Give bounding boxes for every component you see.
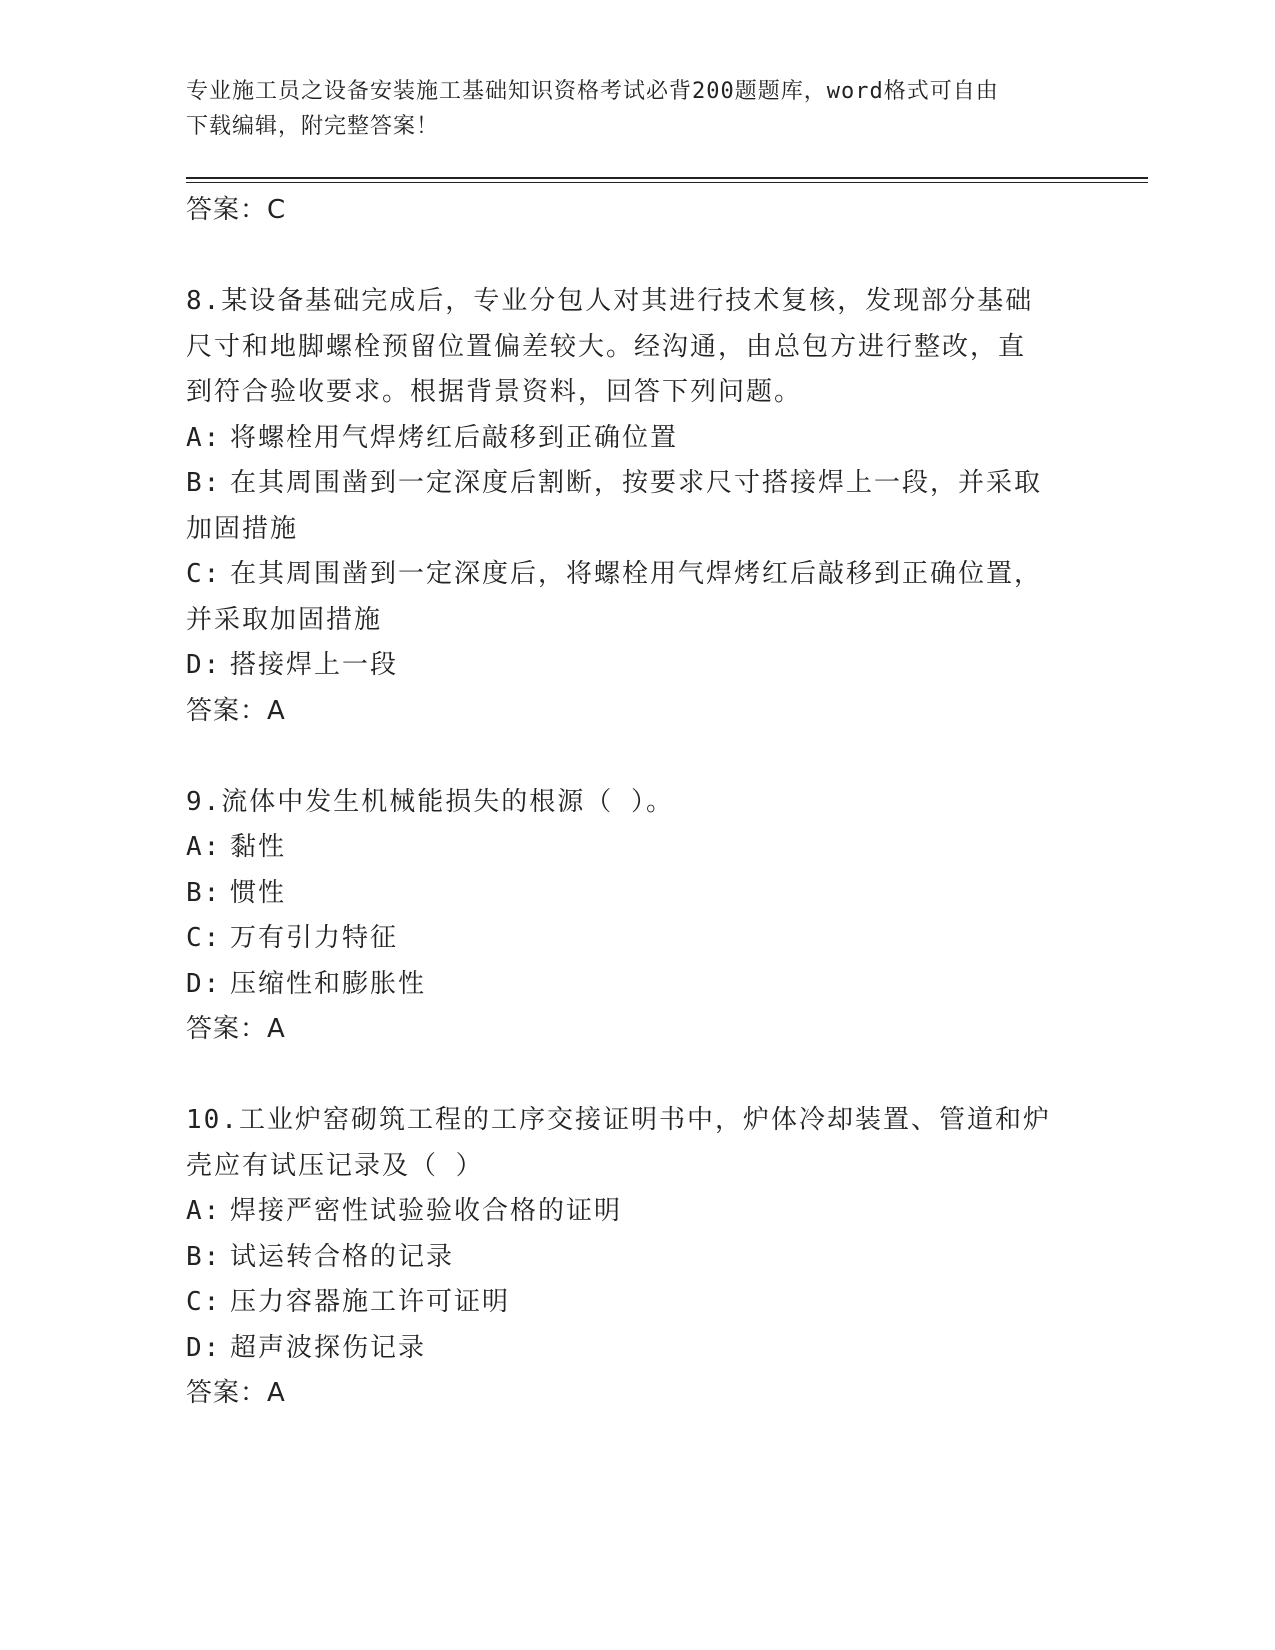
option-letter: B: xyxy=(186,1241,222,1272)
option-letter: C: xyxy=(186,923,222,953)
option-c-continued: 并采取加固措施 xyxy=(186,604,383,635)
question-stem: 到符合验收要求。根据背景资料，回答下列问题。 xyxy=(186,377,803,407)
option-letter: D: xyxy=(186,968,222,999)
answer: 答案：A xyxy=(186,1014,286,1044)
option-b xyxy=(186,1235,1086,1281)
answer: 答案：A xyxy=(186,1378,286,1408)
option-letter: D: xyxy=(186,650,222,680)
question-list xyxy=(186,188,1086,1417)
option-d xyxy=(186,1326,1086,1372)
option-letter: A: xyxy=(186,1196,222,1226)
option-text: 在其周围凿到一定深度后割断，按要求尺寸搭接焊上一段，并采取 xyxy=(230,468,1043,498)
header-line: 专业施工员之设备安装施工基础知识资格考试必背200题题库，word格式可自由 xyxy=(186,79,999,104)
option-text: 超声波探伤记录 xyxy=(230,1332,427,1363)
option-text: 惯性 xyxy=(230,877,287,908)
option-text: 压力容器施工许可证明 xyxy=(230,1287,511,1317)
question-8 xyxy=(186,279,1086,734)
option-a xyxy=(186,416,1086,462)
option-c xyxy=(186,552,1086,598)
option-b xyxy=(186,871,1086,917)
spacer xyxy=(186,1053,1086,1099)
option-letter: B: xyxy=(186,877,222,908)
option-letter: D: xyxy=(186,1332,222,1363)
option-text: 焊接严密性试验验收合格的证明 xyxy=(230,1196,623,1226)
option-letter: C: xyxy=(186,1287,222,1317)
option-letter: A: xyxy=(186,422,222,453)
option-a xyxy=(186,1189,1086,1235)
question-stem: 壳应有试压记录及（ ） xyxy=(186,1150,484,1181)
option-text: 试运转合格的记录 xyxy=(230,1241,455,1272)
option-b xyxy=(186,461,1086,507)
spacer xyxy=(186,734,1086,780)
document-header xyxy=(186,74,1066,144)
option-c xyxy=(186,1280,1086,1326)
option-c xyxy=(186,916,1086,962)
question-9 xyxy=(186,780,1086,1053)
question-10 xyxy=(186,1098,1086,1417)
option-letter: A: xyxy=(186,832,222,862)
option-d xyxy=(186,643,1086,689)
option-a xyxy=(186,825,1086,871)
option-text: 压缩性和膨胀性 xyxy=(230,968,427,999)
option-d xyxy=(186,962,1086,1008)
question-stem: 8.某设备基础完成后，专业分包人对其进行技术复核，发现部分基础 xyxy=(186,286,1034,316)
spacer xyxy=(186,234,1086,280)
previous-answer: 答案：C xyxy=(186,195,287,225)
header-divider xyxy=(186,177,1148,179)
question-stem: 10.工业炉窑砌筑工程的工序交接证明书中，炉体冷却装置、管道和炉 xyxy=(186,1105,1051,1135)
question-stem: 9.流体中发生机械能损失的根源（ ）。 xyxy=(186,786,674,817)
question-stem: 尺寸和地脚螺栓预留位置偏差较大。经沟通，由总包方进行整改，直 xyxy=(186,331,1027,362)
option-text: 将螺栓用气焊烤红后敲移到正确位置 xyxy=(230,422,679,453)
header-line: 下载编辑，附完整答案！ xyxy=(186,114,440,139)
answer: 答案：A xyxy=(186,695,286,726)
option-text: 在其周围凿到一定深度后，将螺栓用气焊烤红后敲移到正确位置， xyxy=(230,559,1043,589)
header-divider-thin xyxy=(186,182,1148,183)
option-text: 黏性 xyxy=(230,832,287,862)
option-b-continued: 加固措施 xyxy=(186,513,299,544)
option-letter: C: xyxy=(186,559,222,589)
option-text: 万有引力特征 xyxy=(230,923,399,953)
option-letter: B: xyxy=(186,468,222,498)
option-text: 搭接焊上一段 xyxy=(230,650,399,680)
